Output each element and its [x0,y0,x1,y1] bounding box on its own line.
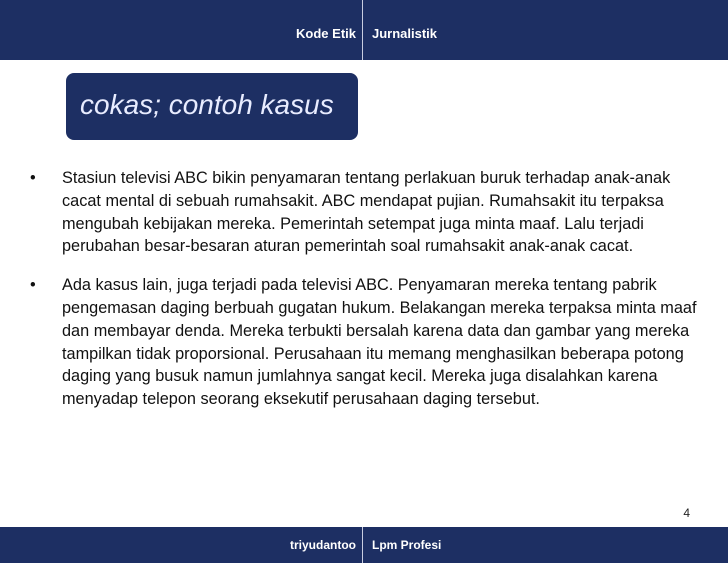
slide-content [30,167,700,427]
page-number: 4 [683,506,690,520]
slide-title: cokas; contoh kasus [80,89,334,120]
bullet-icon: • [30,276,36,295]
bullet-item [30,274,700,411]
bullet-text: Ada kasus lain, juga terjadi pada televisi ABC. Penyamaran mereka tentang pabrik pengemasan daging berbuah gugatan hukum. Belakangan mereka terpaksa minta maaf dan membayar denda. Mereka terbukti bersalah karena data dan gambar yang mereka tampilkan tidak proporsional. Perusahaan itu memang menghasilkan beberapa potong daging yang busuk namun jumlahnya sangat kecil. Mereka juga disalahkan karena menyadap telepon seorang eksekutif perusahaan daging tersebut. [62,276,697,409]
header-bar [0,0,728,60]
bullet-icon: • [30,169,36,187]
header-divider [362,0,363,60]
footer-right-label: Lpm Profesi [372,538,442,552]
bullet-text: Stasiun televisi ABC bikin penyamaran tentang perlakuan buruk terhadap anak-anak cacat mental di sebuah rumahsakit. ABC mendapat pujian. Rumahsakit itu terpaksa mengubah kebijakan mereka. Pemerintah setempat juga minta maaf. Lalu terjadi perubahan besar-besaran aturan pemerintah soal rumahsakit anak-anak cacat. [62,169,671,256]
header-right-label: Jurnalistik [372,26,438,41]
footer-bar [0,527,728,563]
bullet-item [30,167,700,258]
footer-left-label: triyudantoo [290,538,356,552]
footer-divider [362,527,363,563]
slide-title-box [66,73,358,140]
header-left-label: Kode Etik [296,26,356,41]
